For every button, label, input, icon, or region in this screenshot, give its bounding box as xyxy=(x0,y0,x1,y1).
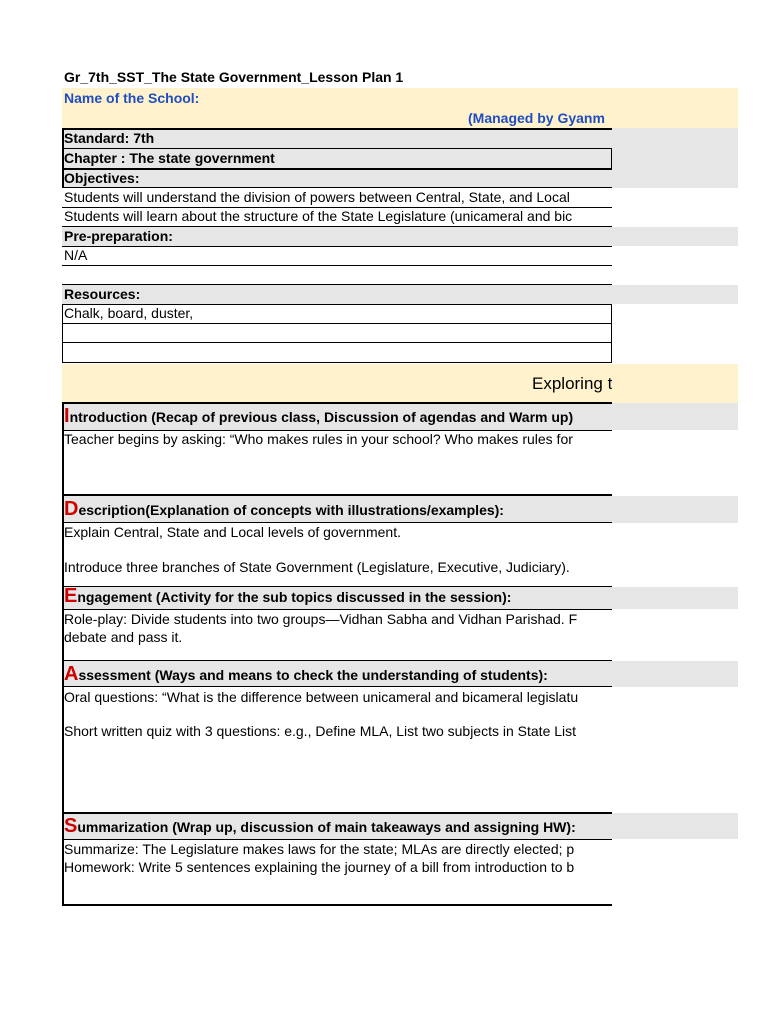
prepreparation-value: N/A xyxy=(64,247,88,263)
assessment-initial: A xyxy=(64,665,79,683)
grid-line xyxy=(62,686,612,687)
description-initial: D xyxy=(64,500,79,518)
engagement-initial: E xyxy=(64,587,78,605)
grid-line xyxy=(62,522,612,523)
engagement-line: Role-play: Divide students into two groups—Vidhan Sabha and Vidhan Parishad. F xyxy=(64,611,578,627)
managed-by-text: (Managed by Gyanm xyxy=(468,110,605,126)
summarization-line: Summarize: The Legislature makes laws for the state; MLAs are directly elected; p xyxy=(64,841,575,857)
grid-line xyxy=(62,362,612,363)
grid-line xyxy=(62,609,612,610)
engagement-heading-text: ngagement (Activity for the sub topics discussed in the session): xyxy=(77,589,512,605)
prepreparation-heading: Pre-preparation: xyxy=(64,228,173,244)
description-heading xyxy=(64,500,612,518)
objectives-heading: Objectives: xyxy=(64,170,140,186)
document-title: Gr_7th_SST_The State Government_Lesson Plan 1 xyxy=(64,69,404,85)
assessment-line: Oral questions: “What is the difference between unicameral and bicameral legislatu xyxy=(64,689,579,705)
engagement-heading xyxy=(64,587,612,605)
summarization-line: Homework: Write 5 sentences explaining the journey of a bill from introduction to b xyxy=(64,859,575,875)
objective-item: Students will understand the division of powers between Central, State, and Local xyxy=(64,189,570,205)
assessment-line: Short written quiz with 3 questions: e.g., Define MLA, List two subjects in State List xyxy=(64,723,577,739)
grid-line xyxy=(62,323,612,324)
introduction-initial: I xyxy=(64,407,70,425)
grid-line xyxy=(62,148,612,149)
engagement-line: debate and pass it. xyxy=(64,629,183,645)
introduction-line: Teacher begins by asking: “Who makes rules in your school? Who makes rules for xyxy=(64,431,573,447)
objective-item: Students will learn about the structure of the State Legislature (unicameral and bic xyxy=(64,208,573,224)
grid-line xyxy=(62,660,612,661)
grid-line xyxy=(62,304,63,363)
chapter-label: Chapter : The state government xyxy=(64,150,275,166)
section-banner-bg xyxy=(62,364,738,403)
standard-label: Standard: 7th xyxy=(64,130,155,146)
introduction-heading-text: ntroduction (Recap of previous class, Discussion of agendas and Warm up) xyxy=(69,409,574,425)
resources-value: Chalk, board, duster, xyxy=(64,305,194,321)
summarization-initial: S xyxy=(64,817,78,835)
resources-heading: Resources: xyxy=(64,286,141,302)
summarization-heading xyxy=(64,817,612,835)
assessment-heading-text: ssessment (Ways and means to check the understanding of students): xyxy=(78,667,548,683)
grid-line xyxy=(62,284,612,285)
description-heading-text: escription(Explanation of concepts with illustrations/examples): xyxy=(78,502,504,518)
description-line: Explain Central, State and Local levels of government. xyxy=(64,524,401,540)
grid-line xyxy=(62,187,612,188)
grid-line xyxy=(62,226,612,227)
grid-line xyxy=(62,402,612,404)
grid-line xyxy=(62,265,612,266)
summarization-heading-text: ummarization (Wrap up, discussion of main takeaways and assigning HW): xyxy=(77,819,576,835)
grid-line xyxy=(62,342,612,343)
introduction-heading xyxy=(64,407,612,425)
assessment-heading xyxy=(64,665,612,683)
section-banner: Exploring t xyxy=(532,374,612,393)
school-name-label: Name of the School: xyxy=(64,90,200,106)
grid-line xyxy=(62,494,612,496)
grid-line xyxy=(62,812,612,814)
grid-line xyxy=(62,904,612,906)
description-line: Introduce three branches of State Government (Legislature, Executive, Judiciary). xyxy=(64,559,570,575)
grid-line xyxy=(62,839,612,840)
